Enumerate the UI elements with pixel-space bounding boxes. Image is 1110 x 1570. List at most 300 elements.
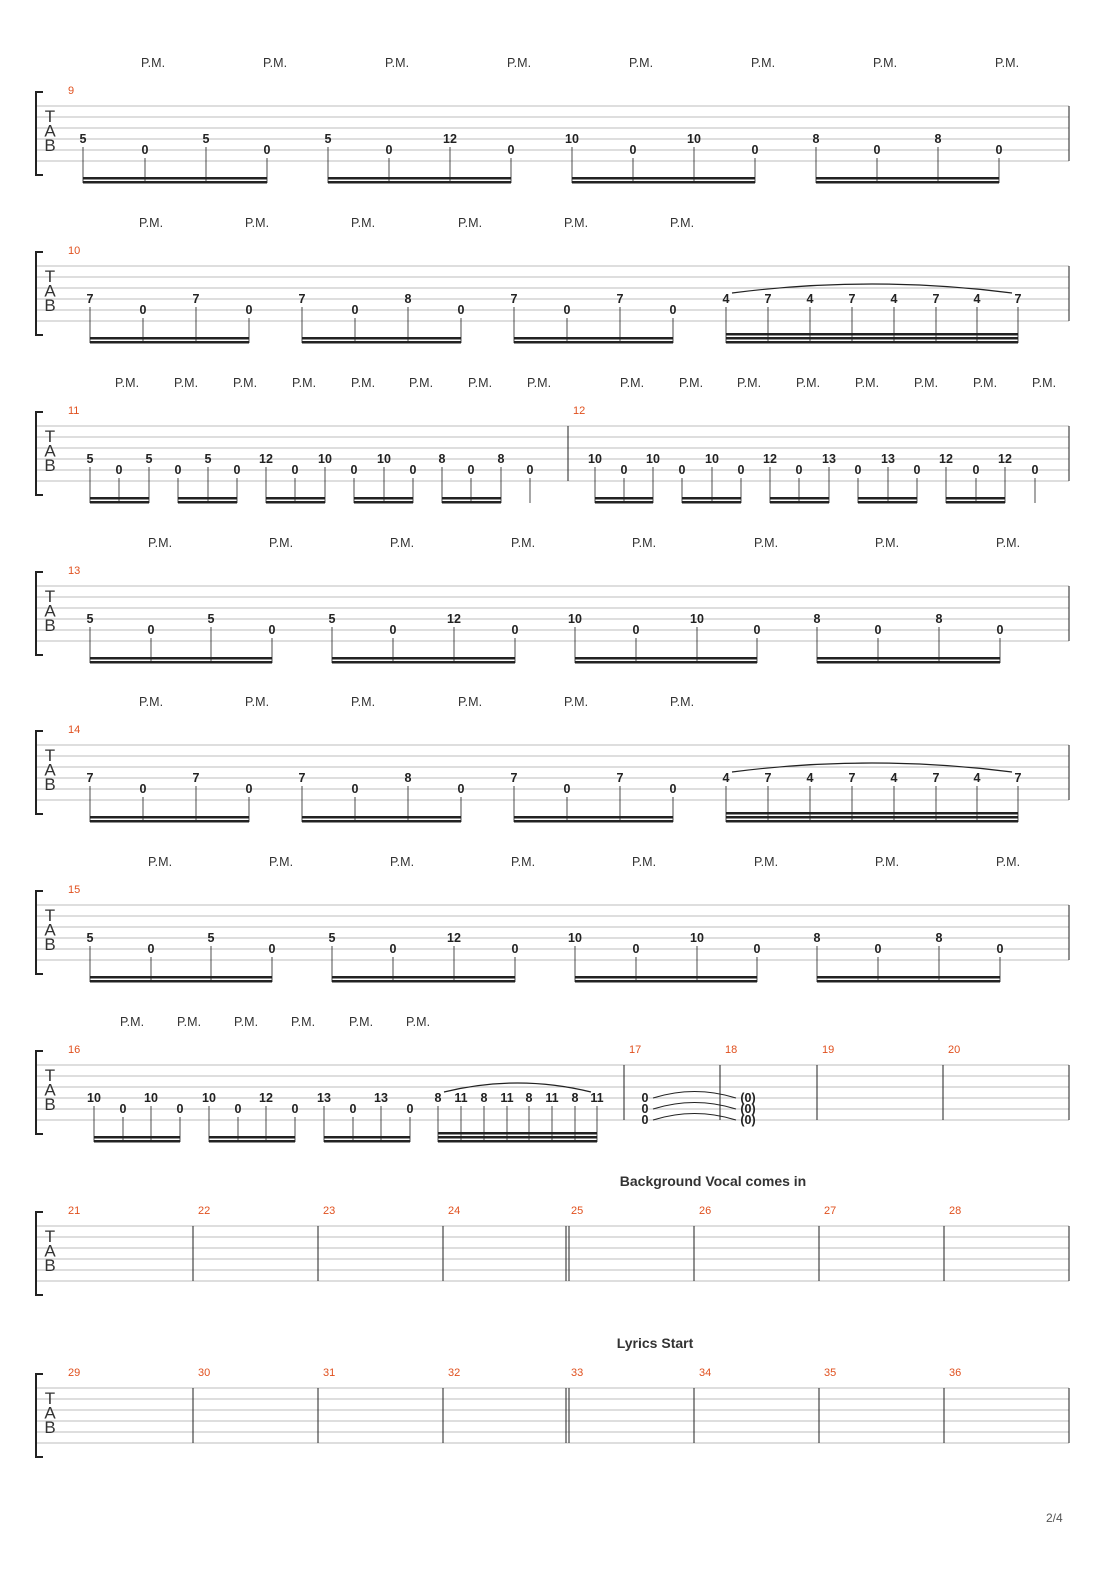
beam xyxy=(442,501,501,504)
fret-number: 10 xyxy=(377,452,391,466)
fret-number: 0 xyxy=(620,463,628,477)
tab-clef-letter: A xyxy=(44,601,56,621)
beam xyxy=(90,337,249,340)
measure-number: 17 xyxy=(629,1044,642,1056)
measure-number: 11 xyxy=(68,405,80,417)
system-bracket xyxy=(36,412,43,495)
palm-mute-label: P.M. xyxy=(628,56,654,70)
palm-mute-label: P.M. xyxy=(119,1015,145,1029)
measure-number: 26 xyxy=(699,1205,712,1217)
beam xyxy=(514,820,673,823)
measure-number: 29 xyxy=(68,1367,81,1379)
beam xyxy=(514,341,673,344)
fret-number: 0 xyxy=(669,782,677,796)
system-bracket xyxy=(36,891,43,974)
beam xyxy=(209,1140,295,1143)
tab-clef-letter: T xyxy=(44,107,56,126)
fret-number: 0 xyxy=(176,1102,184,1116)
beam xyxy=(595,501,653,504)
palm-mute-label: P.M. xyxy=(1031,376,1057,390)
fret-number: 7 xyxy=(932,292,940,306)
fret-number: 0 xyxy=(629,143,637,157)
fret-number: 0 xyxy=(753,623,761,637)
fret-number: 5 xyxy=(79,132,87,146)
fret-number: 0 xyxy=(234,1102,242,1116)
beam xyxy=(90,820,249,823)
fret-number: 11 xyxy=(454,1091,468,1105)
fret-number: 4 xyxy=(973,292,981,306)
beam xyxy=(90,816,249,819)
beam xyxy=(817,657,1000,660)
tab-clef-letter: T xyxy=(44,1227,56,1246)
palm-mute-label: P.M. xyxy=(389,536,415,550)
beam xyxy=(817,661,1000,664)
tab-clef-letter: A xyxy=(44,760,56,780)
palm-mute-label: P.M. xyxy=(678,376,704,390)
fret-number: 4 xyxy=(973,771,981,785)
beam xyxy=(572,181,755,184)
palm-mute-label: P.M. xyxy=(233,1015,259,1029)
fret-number: 0 xyxy=(913,463,921,477)
chord-fret-number: 0 xyxy=(641,1102,649,1116)
beam xyxy=(332,980,515,983)
fret-number: 0 xyxy=(632,942,640,956)
fret-number: 5 xyxy=(86,452,94,466)
measure-number: 15 xyxy=(68,884,81,896)
fret-number: 5 xyxy=(202,132,210,146)
fret-number: 13 xyxy=(881,452,895,466)
fret-number: 0 xyxy=(751,143,759,157)
fret-number: 8 xyxy=(404,771,412,785)
fret-number: 0 xyxy=(737,463,745,477)
palm-mute-label: P.M. xyxy=(384,56,410,70)
fret-number: 4 xyxy=(890,771,898,785)
fret-number: 0 xyxy=(119,1102,127,1116)
tab-system-7 xyxy=(36,1015,1069,1143)
measure-number: 13 xyxy=(68,565,81,577)
palm-mute-label: P.M. xyxy=(262,56,288,70)
system-bracket xyxy=(36,572,43,655)
beam xyxy=(442,497,501,500)
tab-clef-letter: A xyxy=(44,920,56,940)
palm-mute-label: P.M. xyxy=(510,855,536,869)
fret-number: 0 xyxy=(268,623,276,637)
beam xyxy=(682,501,741,504)
beam xyxy=(817,976,1000,979)
fret-number: 10 xyxy=(687,132,701,146)
tab-system-4 xyxy=(36,536,1069,664)
fret-number: 0 xyxy=(350,463,358,477)
palm-mute-label: P.M. xyxy=(114,376,140,390)
fret-number: 8 xyxy=(434,1091,442,1105)
palm-mute-label: P.M. xyxy=(173,376,199,390)
tab-clef-letter: T xyxy=(44,1066,56,1085)
fret-number: 10 xyxy=(705,452,719,466)
fret-number: 7 xyxy=(298,771,306,785)
fret-number: 5 xyxy=(207,931,215,945)
palm-mute-label: P.M. xyxy=(138,216,164,230)
fret-number: 0 xyxy=(263,143,271,157)
fret-number: 5 xyxy=(86,931,94,945)
fret-number: 12 xyxy=(998,452,1012,466)
fret-number: 0 xyxy=(389,623,397,637)
chord-fret-number: (0) xyxy=(740,1091,756,1105)
palm-mute-label: P.M. xyxy=(631,536,657,550)
palm-mute-label: P.M. xyxy=(291,376,317,390)
fret-number: 10 xyxy=(202,1091,216,1105)
measure-number: 24 xyxy=(448,1205,461,1217)
fret-number: 0 xyxy=(996,942,1004,956)
beam xyxy=(324,1136,410,1139)
beam xyxy=(302,341,461,344)
fret-number: 0 xyxy=(115,463,123,477)
fret-number: 8 xyxy=(813,931,821,945)
beam xyxy=(514,337,673,340)
fret-number: 7 xyxy=(848,771,856,785)
beam xyxy=(94,1136,180,1139)
tab-clef-letter: B xyxy=(44,1095,56,1114)
palm-mute-label: P.M. xyxy=(467,376,493,390)
page-number: 2/4 xyxy=(1046,1511,1063,1525)
fret-number: 0 xyxy=(268,942,276,956)
palm-mute-label: P.M. xyxy=(268,536,294,550)
system-bracket xyxy=(36,1051,43,1134)
palm-mute-label: P.M. xyxy=(506,56,532,70)
measure-number: 12 xyxy=(573,405,586,417)
fret-number: 0 xyxy=(141,143,149,157)
beam xyxy=(575,661,757,664)
palm-mute-label: P.M. xyxy=(753,536,779,550)
palm-mute-label: P.M. xyxy=(994,56,1020,70)
tab-system-9 xyxy=(36,1335,1069,1457)
beam xyxy=(266,497,325,500)
beam xyxy=(90,657,272,660)
system-bracket xyxy=(36,1374,43,1457)
beam xyxy=(266,501,325,504)
tab-clef-letter: T xyxy=(44,427,56,446)
fret-number: 0 xyxy=(874,623,882,637)
fret-number: 5 xyxy=(207,612,215,626)
fret-number: 7 xyxy=(298,292,306,306)
beam xyxy=(438,1140,597,1143)
palm-mute-label: P.M. xyxy=(457,216,483,230)
fret-number: 10 xyxy=(565,132,579,146)
tab-clef-letter: T xyxy=(44,1389,56,1408)
fret-number: 7 xyxy=(510,292,518,306)
beam xyxy=(575,657,757,660)
fret-number: 10 xyxy=(690,931,704,945)
fret-number: 0 xyxy=(507,143,515,157)
beam xyxy=(90,341,249,344)
palm-mute-label: P.M. xyxy=(244,216,270,230)
beam xyxy=(682,497,741,500)
palm-mute-label: P.M. xyxy=(753,855,779,869)
tab-clef-letter: B xyxy=(44,1418,56,1437)
measure-number: 19 xyxy=(822,1044,835,1056)
beam xyxy=(575,980,757,983)
fret-number: 8 xyxy=(571,1091,579,1105)
beam xyxy=(816,177,999,180)
tab-clef-letter: B xyxy=(44,935,56,954)
fret-number: 7 xyxy=(616,771,624,785)
fret-number: 0 xyxy=(563,782,571,796)
palm-mute-label: P.M. xyxy=(408,376,434,390)
section-annotation: Background Vocal comes in xyxy=(619,1173,807,1189)
measure-number: 30 xyxy=(198,1367,211,1379)
fret-number: 10 xyxy=(318,452,332,466)
fret-number: 4 xyxy=(890,292,898,306)
fret-number: 0 xyxy=(139,782,147,796)
beam xyxy=(332,976,515,979)
fret-number: 12 xyxy=(259,452,273,466)
tab-clef-letter: A xyxy=(44,441,56,461)
fret-number: 0 xyxy=(147,942,155,956)
fret-number: 11 xyxy=(545,1091,559,1105)
beam xyxy=(302,337,461,340)
palm-mute-label: P.M. xyxy=(290,1015,316,1029)
fret-number: 7 xyxy=(764,771,772,785)
tab-clef-letter: A xyxy=(44,1241,56,1261)
palm-mute-label: P.M. xyxy=(750,56,776,70)
fret-number: 0 xyxy=(139,303,147,317)
fret-number: 0 xyxy=(351,303,359,317)
fret-number: 13 xyxy=(374,1091,388,1105)
beam xyxy=(209,1136,295,1139)
fret-number: 0 xyxy=(351,782,359,796)
tab-clef-letter: A xyxy=(44,121,56,141)
palm-mute-label: P.M. xyxy=(669,216,695,230)
measure-number: 23 xyxy=(323,1205,336,1217)
fret-number: 10 xyxy=(87,1091,101,1105)
fret-number: 7 xyxy=(932,771,940,785)
palm-mute-label: P.M. xyxy=(348,1015,374,1029)
tab-clef-letter: B xyxy=(44,136,56,155)
palm-mute-label: P.M. xyxy=(510,536,536,550)
beam xyxy=(946,497,1005,500)
fret-number: 0 xyxy=(245,782,253,796)
fret-number: 7 xyxy=(1014,292,1022,306)
fret-number: 7 xyxy=(1014,771,1022,785)
fret-number: 0 xyxy=(385,143,393,157)
palm-mute-label: P.M. xyxy=(350,376,376,390)
palm-mute-label: P.M. xyxy=(268,855,294,869)
beam xyxy=(726,812,1018,815)
measure-number: 16 xyxy=(68,1044,81,1056)
fret-number: 0 xyxy=(972,463,980,477)
fret-number: 12 xyxy=(447,931,461,945)
fret-number: 7 xyxy=(848,292,856,306)
measure-number: 35 xyxy=(824,1367,837,1379)
palm-mute-label: P.M. xyxy=(405,1015,431,1029)
beam xyxy=(178,501,237,504)
fret-number: 7 xyxy=(86,292,94,306)
fret-number: 0 xyxy=(406,1102,414,1116)
palm-mute-label: P.M. xyxy=(244,695,270,709)
fret-number: 5 xyxy=(204,452,212,466)
measure-number: 14 xyxy=(68,724,81,736)
beam xyxy=(302,820,461,823)
fret-number: 0 xyxy=(457,303,465,317)
palm-mute-label: P.M. xyxy=(874,855,900,869)
palm-mute-label: P.M. xyxy=(631,855,657,869)
beam xyxy=(726,816,1018,819)
beam xyxy=(726,820,1018,823)
beam xyxy=(858,501,917,504)
beam xyxy=(328,177,511,180)
fret-number: 0 xyxy=(632,623,640,637)
fret-number: 12 xyxy=(447,612,461,626)
fret-number: 4 xyxy=(722,292,730,306)
fret-number: 5 xyxy=(324,132,332,146)
fret-number: 8 xyxy=(497,452,505,466)
fret-number: 0 xyxy=(349,1102,357,1116)
palm-mute-label: P.M. xyxy=(563,695,589,709)
palm-mute-label: P.M. xyxy=(457,695,483,709)
fret-number: 0 xyxy=(854,463,862,477)
beam xyxy=(94,1140,180,1143)
tab-clef-letter: A xyxy=(44,1403,56,1423)
fret-number: 7 xyxy=(192,771,200,785)
fret-number: 0 xyxy=(1031,463,1039,477)
fret-number: 0 xyxy=(389,942,397,956)
fret-number: 0 xyxy=(409,463,417,477)
fret-number: 4 xyxy=(806,771,814,785)
fret-number: 0 xyxy=(873,143,881,157)
tab-clef-letter: B xyxy=(44,456,56,475)
tab-clef-letter: A xyxy=(44,1080,56,1100)
beam xyxy=(90,501,149,504)
fret-number: 8 xyxy=(404,292,412,306)
fret-number: 10 xyxy=(144,1091,158,1105)
beam xyxy=(354,497,413,500)
measure-number: 10 xyxy=(68,245,81,257)
fret-number: 0 xyxy=(996,623,1004,637)
beam xyxy=(90,976,272,979)
fret-number: 13 xyxy=(317,1091,331,1105)
fret-number: 8 xyxy=(480,1091,488,1105)
beam xyxy=(302,816,461,819)
beam xyxy=(817,980,1000,983)
chord-fret-number: (0) xyxy=(740,1113,756,1127)
palm-mute-label: P.M. xyxy=(140,56,166,70)
fret-number: 0 xyxy=(678,463,686,477)
tab-system-3 xyxy=(36,376,1069,504)
fret-number: 0 xyxy=(174,463,182,477)
palm-mute-label: P.M. xyxy=(176,1015,202,1029)
palm-mute-label: P.M. xyxy=(563,216,589,230)
fret-number: 0 xyxy=(245,303,253,317)
fret-number: 7 xyxy=(510,771,518,785)
tab-system-8 xyxy=(36,1173,1069,1295)
fret-number: 5 xyxy=(145,452,153,466)
fret-number: 8 xyxy=(812,132,820,146)
fret-number: 8 xyxy=(935,612,943,626)
beam xyxy=(328,181,511,184)
system-bracket xyxy=(36,252,43,335)
fret-number: 0 xyxy=(511,623,519,637)
fret-number: 0 xyxy=(233,463,241,477)
palm-mute-label: P.M. xyxy=(350,216,376,230)
tab-clef-letter: A xyxy=(44,281,56,301)
tab-clef-letter: T xyxy=(44,906,56,925)
beam xyxy=(514,816,673,819)
fret-number: 4 xyxy=(806,292,814,306)
measure-number: 34 xyxy=(699,1367,712,1379)
measure-number: 32 xyxy=(448,1367,461,1379)
beam xyxy=(858,497,917,500)
chord-fret-number: 0 xyxy=(641,1113,649,1127)
palm-mute-label: P.M. xyxy=(138,695,164,709)
palm-mute-label: P.M. xyxy=(619,376,645,390)
fret-number: 0 xyxy=(147,623,155,637)
beam xyxy=(726,337,1018,340)
measure-number: 9 xyxy=(68,85,75,97)
beam xyxy=(324,1140,410,1143)
chord-fret-number: 0 xyxy=(641,1091,649,1105)
fret-number: 8 xyxy=(813,612,821,626)
palm-mute-label: P.M. xyxy=(874,536,900,550)
palm-mute-label: P.M. xyxy=(854,376,880,390)
measure-number: 31 xyxy=(323,1367,336,1379)
measure-number: 27 xyxy=(824,1205,837,1217)
fret-number: 4 xyxy=(722,771,730,785)
palm-mute-label: P.M. xyxy=(526,376,552,390)
tab-clef-letter: B xyxy=(44,616,56,635)
measure-number: 28 xyxy=(949,1205,962,1217)
fret-number: 0 xyxy=(874,942,882,956)
fret-number: 0 xyxy=(563,303,571,317)
beam xyxy=(332,657,515,660)
beam xyxy=(726,333,1018,336)
beam xyxy=(770,501,829,504)
tab-system-5 xyxy=(36,695,1069,823)
fret-number: 12 xyxy=(259,1091,273,1105)
system-bracket xyxy=(36,92,43,175)
section-annotation: Lyrics Start xyxy=(616,1335,694,1351)
fret-number: 12 xyxy=(939,452,953,466)
fret-number: 10 xyxy=(690,612,704,626)
tie xyxy=(653,1103,736,1110)
beam xyxy=(354,501,413,504)
measure-number: 25 xyxy=(571,1205,584,1217)
tab-clef-letter: B xyxy=(44,296,56,315)
tab-clef-letter: B xyxy=(44,1256,56,1275)
palm-mute-label: P.M. xyxy=(913,376,939,390)
tab-clef-letter: T xyxy=(44,267,56,286)
beam xyxy=(946,501,1005,504)
fret-number: 10 xyxy=(646,452,660,466)
beam xyxy=(770,497,829,500)
beam xyxy=(438,1132,597,1135)
palm-mute-label: P.M. xyxy=(232,376,258,390)
beam xyxy=(726,341,1018,344)
fret-number: 10 xyxy=(568,931,582,945)
measure-number: 18 xyxy=(725,1044,738,1056)
measure-number: 36 xyxy=(949,1367,962,1379)
system-bracket xyxy=(36,731,43,814)
fret-number: 7 xyxy=(616,292,624,306)
beam xyxy=(595,497,653,500)
measure-number: 33 xyxy=(571,1367,584,1379)
palm-mute-label: P.M. xyxy=(389,855,415,869)
fret-number: 11 xyxy=(500,1091,514,1105)
tab-clef-letter: T xyxy=(44,746,56,765)
fret-number: 8 xyxy=(438,452,446,466)
system-bracket xyxy=(36,1212,43,1295)
measure-number: 20 xyxy=(948,1044,961,1056)
fret-number: 8 xyxy=(525,1091,533,1105)
fret-number: 7 xyxy=(86,771,94,785)
